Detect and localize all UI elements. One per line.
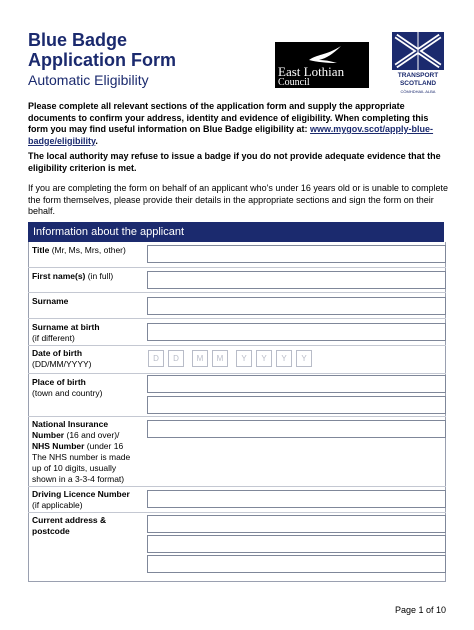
first-names-label: First name(s) (in full) [32,271,114,281]
dob-month-box-2[interactable]: M [212,350,228,367]
driving-licence-label: Driving Licence Number (if applicable) [32,489,130,510]
place-of-birth-input-2[interactable] [147,396,446,414]
dob-year-box-2[interactable]: Y [256,350,272,367]
eligibility-link[interactable]: www.mygov.scot/apply-blue-badge/eligibility [28,124,434,146]
address-input-2[interactable] [147,535,446,553]
intro-paragraph-2: The local authority may refuse to issue a badge if you do not provide adequate evidence that the eligibility criterion is met. [28,151,441,173]
current-address-label: Current address & postcode [32,515,107,536]
page-number: Page 1 of 10 [394,605,446,615]
title-label: Title (Mr, Ms, Mrs, other) [32,245,126,255]
place-of-birth-input-1[interactable] [147,375,446,393]
row-divider [28,486,446,487]
section-header-applicant: Information about the applicant [28,222,444,242]
row-divider [28,512,446,513]
transport-scotland-emblem [392,32,444,70]
intro-paragraph-1: Please complete all relevant sections of the application form and supply the appropriate documents to confirm your address, identity and evidence of eligibility. When completing this form you may find useful information on Blue Badge eligibility at: www.mygov.scot/apply-blue-badge/eligibility. [28,101,434,146]
intro-paragraph-3: If you are completing the form on behalf of an applicant who's under 16 years old or is unable to complete the form themselves, please provide their details in the appropriate sections and sign the form on their behalf. [28,183,448,216]
first-names-input[interactable] [147,271,446,289]
form-title-line-1: Blue Badge [28,30,128,50]
surname-label: Surname [32,296,69,306]
council-name-line-2: Council [278,77,310,88]
bird-icon [307,44,343,64]
address-input-3[interactable] [147,555,446,573]
title-input[interactable] [147,245,446,263]
dob-day-box-1[interactable]: D [148,350,164,367]
dob-year-box-3[interactable]: Y [276,350,292,367]
ni-nhs-number-input[interactable] [147,420,446,438]
transport-scotland-line-1: TRANSPORT [397,72,439,79]
surname-at-birth-input[interactable] [147,323,446,341]
dob-year-box-4[interactable]: Y [296,350,312,367]
row-divider [28,373,446,374]
transport-scotland-logo [392,32,444,96]
council-name-line-1: East Lothian [278,64,345,79]
surname-at-birth-label: Surname at birth (if different) [32,322,100,343]
row-divider [28,416,446,417]
saltire-road-icon [392,32,444,70]
row-divider [28,267,446,268]
row-divider [28,345,446,346]
ni-nhs-number-label: National Insurance Number (16 and over)/ NHS Number (under 16 The NHS number is made up of 10 digits, usually shown in a 3-3-4 format) [32,419,131,484]
date-of-birth-label: Date of birth (DD/MM/YYYY) [32,348,92,369]
dob-year-box-1[interactable]: Y [236,350,252,367]
dob-day-box-2[interactable]: D [168,350,184,367]
row-divider [28,292,446,293]
driving-licence-input[interactable] [147,490,446,508]
dob-month-box-1[interactable]: M [192,350,208,367]
form-subtitle: Automatic Eligibility [28,72,149,88]
surname-input[interactable] [147,297,446,315]
row-divider [28,318,446,319]
transport-scotland-line-3: CÒMHDHAIL ALBA [400,89,436,94]
form-title-line-2: Application Form [28,50,176,70]
address-input-1[interactable] [147,515,446,533]
east-lothian-council-logo [275,42,369,88]
place-of-birth-label: Place of birth (town and country) [32,377,103,398]
transport-scotland-line-2: SCOTLAND [399,80,437,87]
